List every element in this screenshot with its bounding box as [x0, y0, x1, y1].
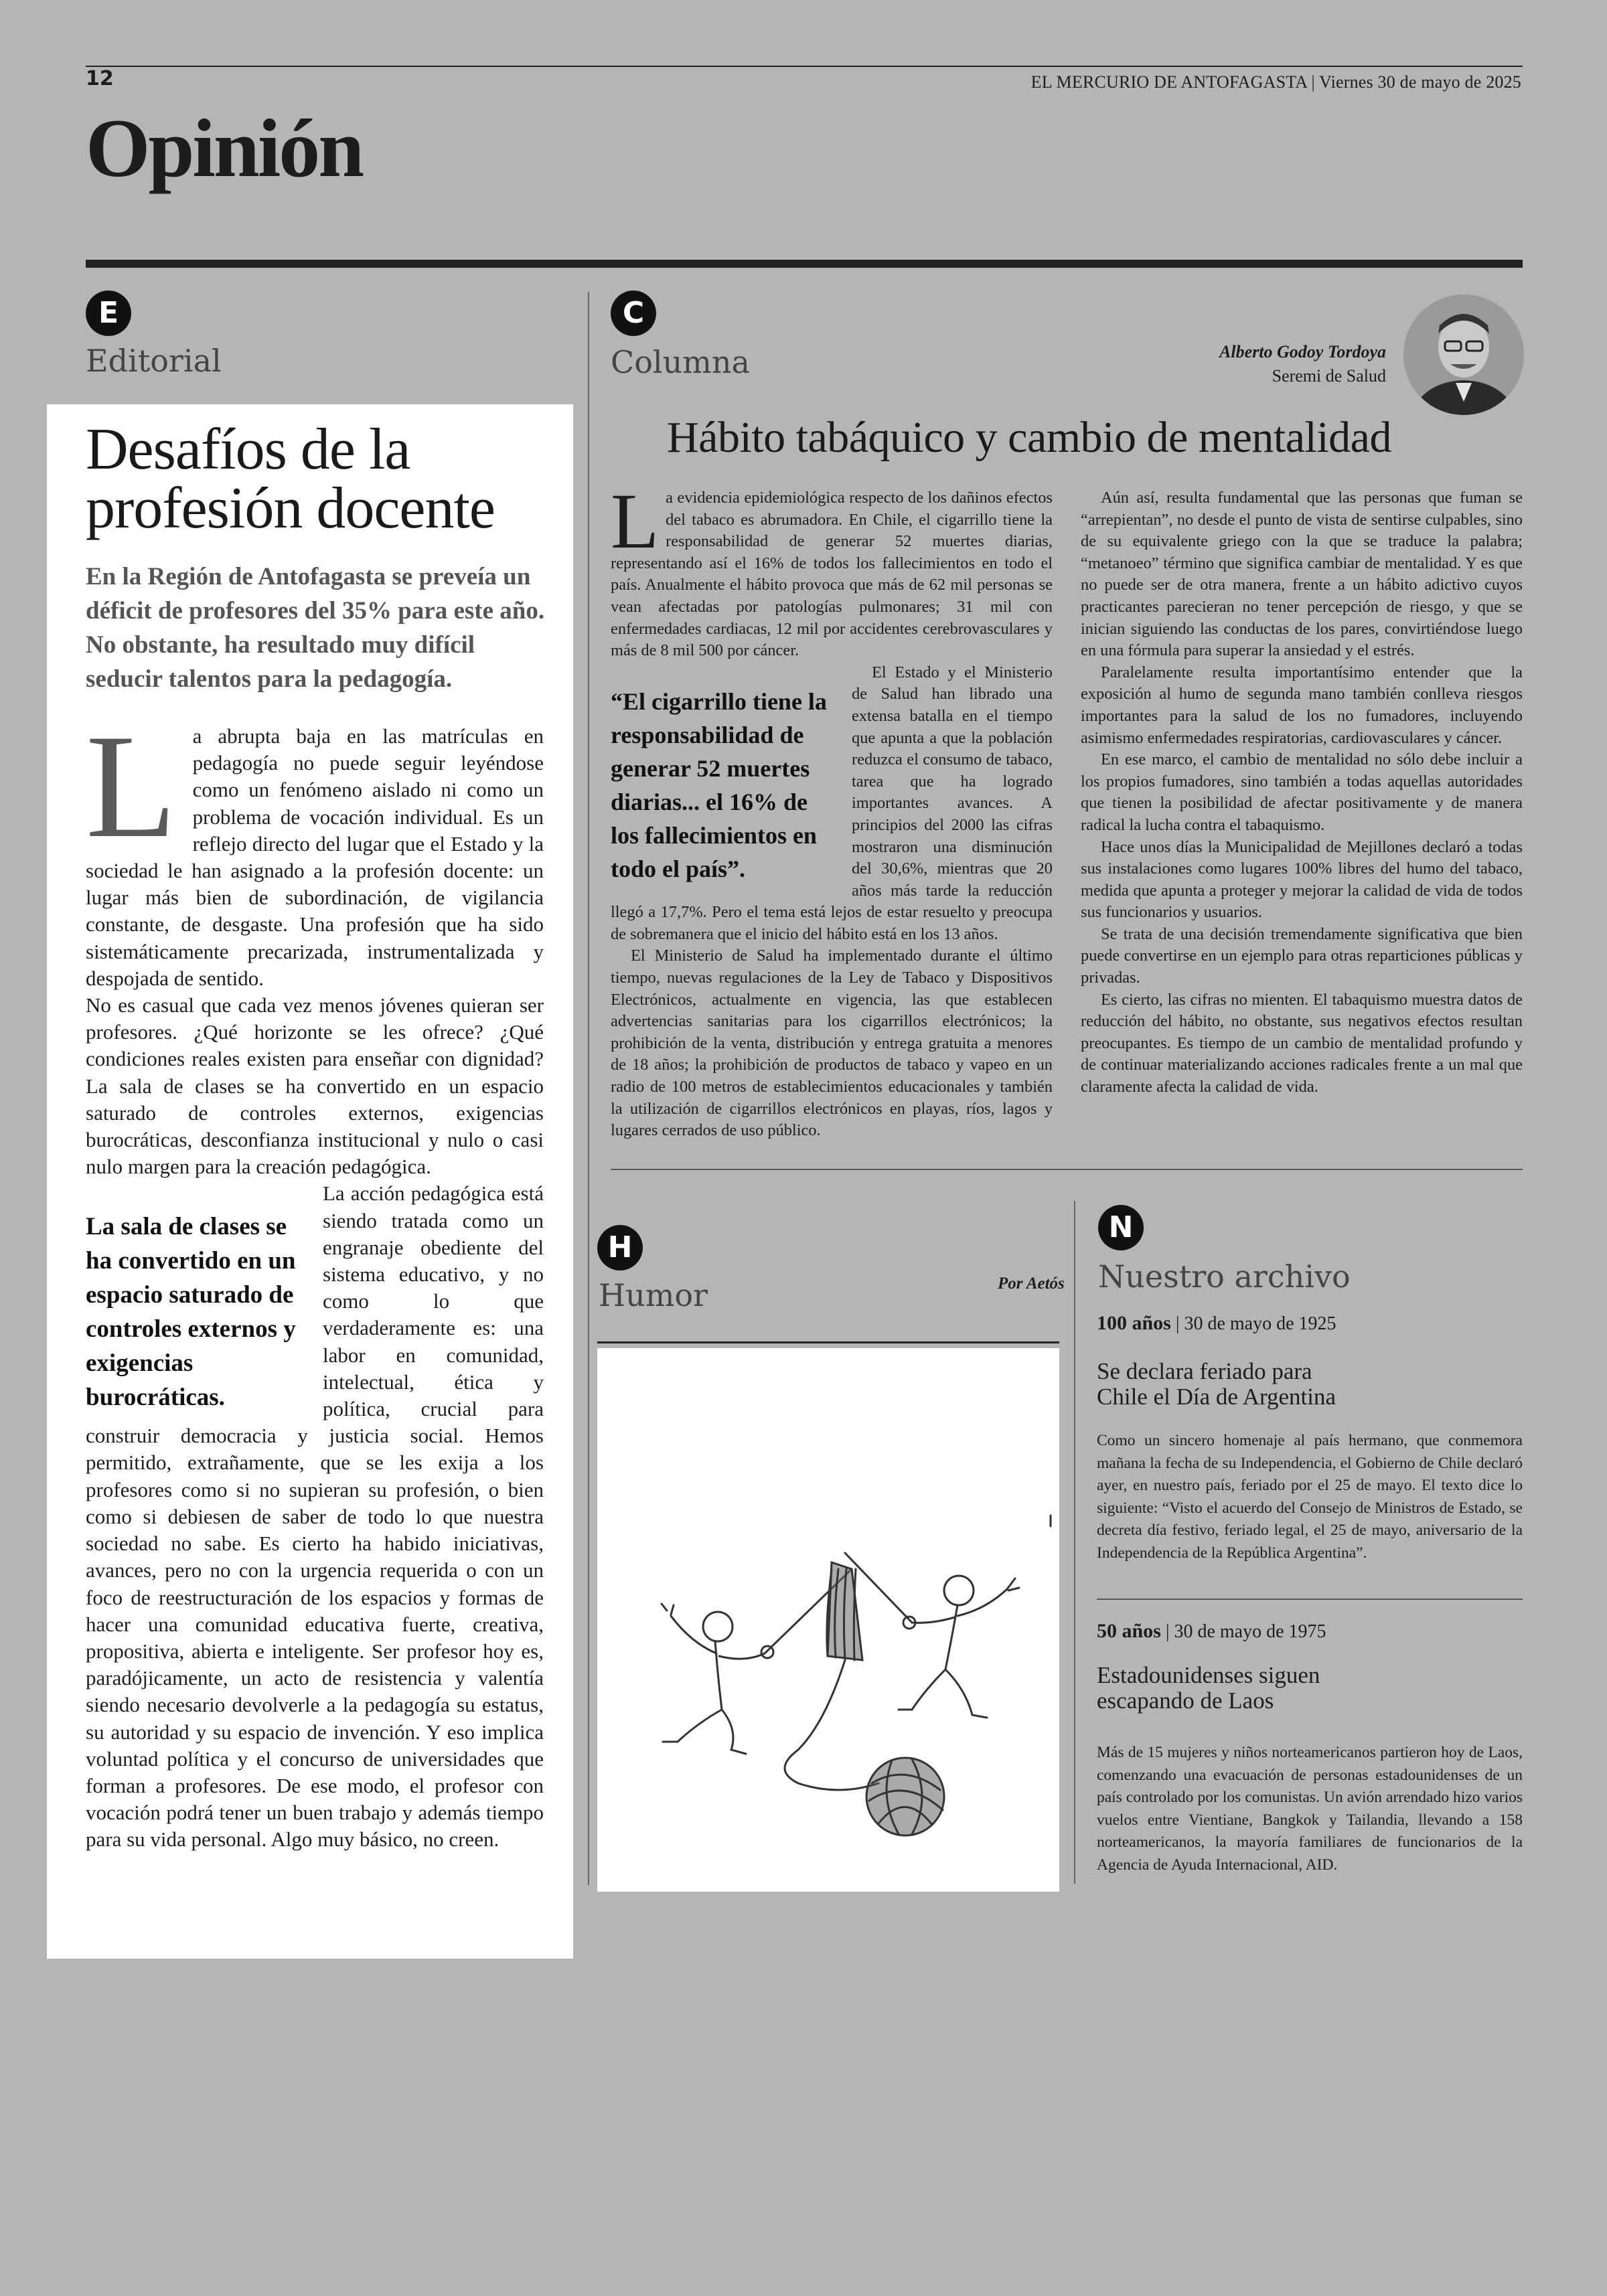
archive-item-1-body: Como un sincero homenaje al país hermano, que conmemora mañana la fecha de su Independencia, el Gobierno de Chile declaró ayer, en nuestro país, feriado por el 25 de mayo. El texto dice lo siguiente: “Visto el acuerdo del Consejo de Ministros de Estado, se decreta día festivo, feriado legal, el 25 de mayo, aniversario de la Independencia de la República Argentina”.: [1097, 1432, 1523, 1562]
author-portrait-icon: [1403, 295, 1524, 415]
archive-item-1-headline: [1097, 1359, 1525, 1410]
archive-item-2-date: [1097, 1620, 1326, 1643]
archive-item-2-headline-line2: escapando de Laos: [1097, 1688, 1274, 1714]
column-paragraph-1: a evidencia epidemiológica respecto de los dañinos efectos del tabaco es abrumadora. En Chile, el cigarrillo tiene la responsabilidad de generar 52 muertes diarias, representando así el 16% de todos los fallecimientos en todo el país. Anualmente el hábito provoca que más de 62 mil personas se vean afectadas por patologías pulmonares; 31 mil con enfermedades cardiacas, 12 mil por accidentes cerebrovasculares y más de 8 mil 500 por cáncer.: [611, 489, 1053, 660]
column-badge: C: [611, 291, 656, 336]
section-rule: [86, 260, 1523, 268]
archive-kicker: Nuestro archivo: [1098, 1258, 1351, 1295]
author-photo: [1403, 295, 1524, 415]
column-dropcap: L: [611, 477, 660, 565]
column-paragraph-8: Se trata de una decisión tremendamente significativa que bien puede convertirse en un ejemplo para otras reparticiones públicas y privadas.: [1081, 924, 1523, 987]
editorial-headline: [86, 417, 548, 541]
archive-separator: [1097, 1598, 1523, 1600]
column-paragraph-5: Paralelamente resulta importantísimo entender que la exposición al humo de segunda mano también conlleva riesgos importantes para la salud de los no fumadores, incluyendo asimismo enfermedades respiratorias, cardiovasculares y cáncer.: [1081, 663, 1523, 747]
archive-item-2-day: | 30 de mayo de 1975: [1165, 1621, 1326, 1642]
column-paragraph-9: Es cierto, las cifras no mienten. El tabaquismo muestra datos de reducción del hábito, no obstante, sus negativos efectos resultan preocupantes. Es tiempo de un cambio de mentalidad profundo y de continuar materializando acciones radicales frente a un mal que claramente afecta la calidad de vida.: [1081, 990, 1523, 1096]
column-paragraph-3: El Ministerio de Salud ha implementado durante el último tiempo, nuevas regulaciones de la Ley de Tabaco y Dispositivos Electrónicos, actualmente en vigencia, las que establecen advertencias sanitarias para los cigarrillos electrónicos; la prohibición de la venta, distribución y entrega gratuita a menores de 18 años; la prohibición de productos de tabaco y vapeo en un radio de 100 metros de establecimientos educacionales y también la utilización de cigarrillos electrónicos en playas, ríos, lagos y lugares cerrados de uso público.: [611, 947, 1053, 1140]
archive-item-2-headline: [1097, 1663, 1525, 1714]
author-name: Alberto Godoy Tordoya: [1219, 342, 1386, 361]
top-rule: [86, 66, 1523, 67]
column-kicker: Columna: [611, 344, 750, 380]
archive-divider: [1074, 1201, 1075, 1884]
editorial-headline-line2: profesión docente: [86, 476, 495, 541]
column-body-left: [611, 477, 1053, 1142]
column-body-right: [1081, 487, 1523, 1098]
editorial-lead: En la Región de Antofagasta se preveía un déficit de profesores del 35% para este año. No obstante, ha resultado muy difícil seducir talentos para la pedagogía.: [86, 563, 545, 693]
editorial-paragraph-1: a abrupta baja en las matrículas en pedagogía no puede seguir leyéndose como un fenómeno aislado ni como un problema de vocación individual. Es un reflejo directo del lugar que el Estado y la sociedad le han asignado a la profesión docente: un lugar más bien de subordinación, de vigilancia constante, de desgaste. Una profesión que ha sido sistemáticamente precarizada, instrumentalizada y despojada de sentido.: [86, 724, 544, 990]
humor-rule: [597, 1341, 1059, 1343]
archive-badge: N: [1098, 1205, 1144, 1250]
editorial-dropcap: L: [86, 704, 177, 869]
column-paragraph-6: En ese marco, el cambio de mentalidad no sólo debe incluir a los propios fumadores, sino también a todas aquellas autoridades que tienen la posibilidad de afectar positivamente y de manera radical la lucha contra el tabaquismo.: [1081, 750, 1523, 834]
column-divider: [588, 292, 589, 1885]
editorial-headline-line1: Desafíos de la: [86, 417, 410, 482]
humor-badge: H: [597, 1225, 643, 1270]
archive-item-1-headline-line1: Se declara feriado para: [1097, 1358, 1312, 1384]
archive-item-2-years: 50 años: [1097, 1620, 1161, 1642]
column-headline: Hábito tabáquico y cambio de mentalidad: [667, 413, 1391, 462]
column-paragraph-2: El Estado y el Ministerio de Salud han librado una extensa batalla en el tiempo que apunta a que la población reduzca el consumo de tabaco, tarea que ha logrado importantes avances. A principios del 2000 las cifras mostraron una disminución del 30,6%, mientras que 20 años más tarde la reducción llegó a 17,7%. Pero el tema está lejos de estar resuelto y preocupa de sobremanera que el inicio del hábito está en los 13 años.: [611, 663, 1053, 943]
archive-item-1-headline-line2: Chile el Día de Argentina: [1097, 1384, 1336, 1410]
archive-item-1-years: 100 años: [1097, 1312, 1171, 1334]
archive-item-2-headline-line1: Estadounidenses siguen: [1097, 1662, 1320, 1688]
section-title: Opinión: [86, 102, 363, 194]
column-pullquote: “El cigarrillo tiene la responsabilidad de generar 52 muertes diarias... el 16% de los fallecimientos en todo el país”.: [611, 687, 827, 882]
humor-cartoon: [597, 1348, 1059, 1892]
editorial-pullquote: La sala de clases se ha convertido en un espacio saturado de controles externos y exigencias burocráticas.: [86, 1213, 296, 1412]
editorial-paragraph-2: No es casual que cada vez menos jóvenes quieran ser profesores. ¿Qué horizonte se les ofrece? ¿Qué condiciones reales existen para enseñar con dignidad? La sala de clases se ha convertido en un espacio saturado de controles externos, exigencias burocráticas, desconfianza institucional y nulo o casi nulo margen para la creación pedagógica.: [86, 993, 544, 1179]
column-paragraph-4: Aún así, resulta fundamental que las personas que fuman se “arrepientan”, no desde el punto de vista de sentirse culpables, sino de su equivalente griego con la que se traduce la palabra; “metanoeo” término que significa cambiar de mentalidad. Y es que no puede ser de otra manera, frente a un hábito adictivo cuyos practicantes parecieran no tener percepción de riesgo, y que se inician siguiendo las conductas de los pares, convirtiéndose luego en una fórmula para superar la ansiedad y el estrés.: [1081, 489, 1523, 660]
humor-byline: Por Aetós: [998, 1275, 1065, 1293]
fencing-cartoon-icon: [597, 1348, 1059, 1892]
column-bottom-rule: [611, 1169, 1523, 1170]
humor-kicker: Humor: [599, 1277, 708, 1313]
author-role: Seremi de Salud: [1272, 366, 1386, 386]
archive-item-2-body: Más de 15 mujeres y niños norteamericanos partieron hoy de Laos, comenzando una evacuación de personas estadounidenses de un país controlado por los comunistas. Un avión arrendado hizo varios vuelos entre Vientiane, Bangkok y Tailandia, llevando a 158 norteamericanos, la mayoría familiares de funcionarios de la Agencia de Ayuda Internacional, AID.: [1097, 1744, 1523, 1874]
archive-item-1-date: [1097, 1312, 1336, 1335]
archive-item-1-day: | 30 de mayo de 1925: [1175, 1313, 1336, 1334]
author-credit: [1219, 340, 1386, 388]
masthead: EL MERCURIO DE ANTOFAGASTA | Viernes 30 de mayo de 2025: [1030, 72, 1521, 92]
page-number: 12: [86, 67, 114, 90]
editorial-body: [86, 704, 544, 1854]
editorial-badge: E: [86, 291, 131, 336]
editorial-paragraph-3: La acción pedagógica está siendo tratada como un engranaje obediente del sistema educativo, y no como lo que verdaderamente es: una labor en comunidad, intelectual, ética y política, crucial para construir democracia y justicia social. Hemos permitido, extrañamente, que se les exija a los profesores como si no supieran su profesión, o bien como si debiesen de saber de todo lo que nuestra sociedad no sabe. Es cierto ha habido iniciativas, avances, pero no con la urgencia requerida o con un foco de reestructuración de los espacios y formas de hacer una comunidad educativa fuerte, creativa, propositiva, abierta e inteligente. Ser profesor hoy es, paradójicamente, un acto de resistencia y valentía siendo necesario devolverle a la pedagogía su estatus, su autoridad y su espacio de invención. Y eso implica voluntad política y el concurso de universidades que forman a profesores. De ese modo, el profesor con vocación podrá tener un buen trabajo y además tiempo para su vida personal. Algo muy básico, no creen.: [86, 1181, 544, 1852]
column-paragraph-7: Hace unos días la Municipalidad de Mejillones declaró a todas sus instalaciones como lugares 100% libres del humo del tabaco, medida que apunta a proteger y mejorar la calidad de vida de todos sus funcionarios y usuarios.: [1081, 837, 1523, 922]
editorial-kicker: Editorial: [86, 343, 222, 379]
